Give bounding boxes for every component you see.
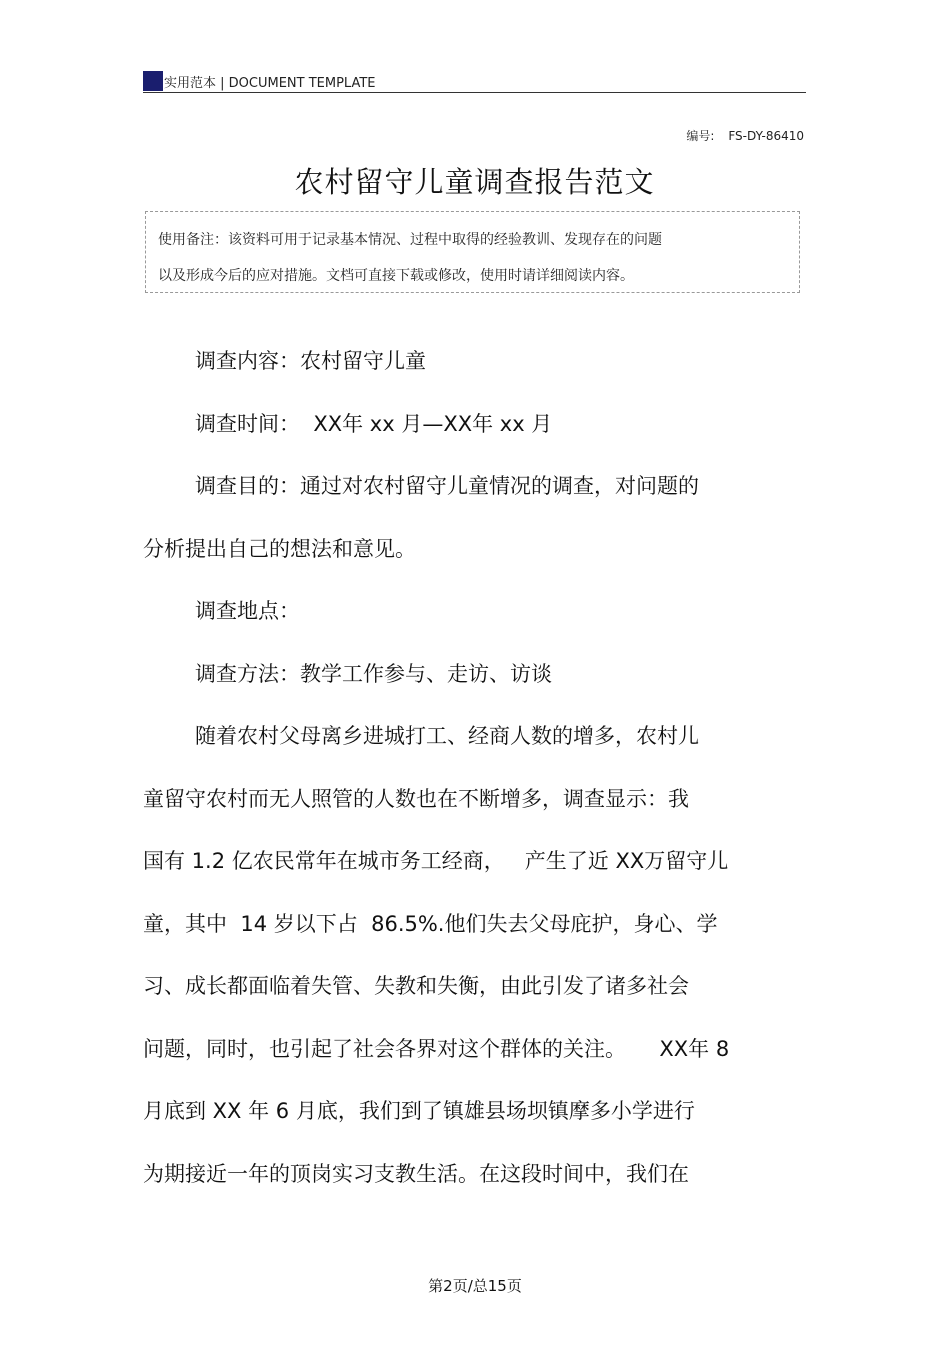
body-line: 月底到 XX 年 6 月底，我们到了镇雄县场坝镇摩多小学进行 <box>143 1099 695 1123</box>
body-line: 分析提出自己的想法和意见。 <box>143 536 416 561</box>
body-line: 问题，同时，也引起了社会各界对这个群体的关注。 XX年 8 <box>143 1036 730 1061</box>
body-line: 童留守农村而无人照管的人数也在不断增多，调查显示：我 <box>143 786 689 811</box>
body-line: 习、成长都面临着失管、失教和失衡，由此引发了诸多社会 <box>143 974 689 998</box>
body-line: 调查内容：农村留守儿童 <box>195 349 426 373</box>
document-number-value: FS-DY-86410 <box>728 129 804 143</box>
brand-logo-icon <box>143 71 163 91</box>
document-number-label: 编号: <box>686 129 715 143</box>
page-number: 第2页/总15页 <box>428 1277 522 1295</box>
body-line: 随着农村父母离乡进城打工、经商人数的增多，农村儿 <box>195 724 699 748</box>
document-number <box>686 127 804 144</box>
body-line: 调查目的：通过对农村留守儿童情况的调查，对问题的 <box>195 474 699 498</box>
usage-note-box <box>145 211 800 293</box>
document-body <box>143 330 808 1205</box>
body-line: 国有 1.2 亿农民常年在城市务工经商， 产生了近 XX万留守儿 <box>143 849 729 873</box>
usage-note-line-1: 使用备注：该资料可用于记录基本情况、过程中取得的经验教训、发现存在的问题 <box>158 232 662 248</box>
body-line: 为期接近一年的顶岗实习支教生活。在这段时间中，我们在 <box>143 1161 689 1186</box>
header-brand-label: 实用范本 | DOCUMENT TEMPLATE <box>164 76 376 91</box>
usage-note-line-2: 以及形成今后的应对措施。文档可直接下载或修改，使用时请详细阅读内容。 <box>158 268 634 284</box>
body-line: 调查地点： <box>195 599 300 623</box>
body-line: 童，其中 14 岁以下占 86.5%.他们失去父母庇护，身心、学 <box>143 911 718 936</box>
document-title: 农村留守儿童调查报告范文 <box>294 165 655 199</box>
body-line: 调查方法：教学工作参与、走访、访谈 <box>195 661 552 686</box>
document-header <box>143 68 806 93</box>
body-line: 调查时间： XX年 xx 月—XX年 xx 月 <box>195 411 553 436</box>
